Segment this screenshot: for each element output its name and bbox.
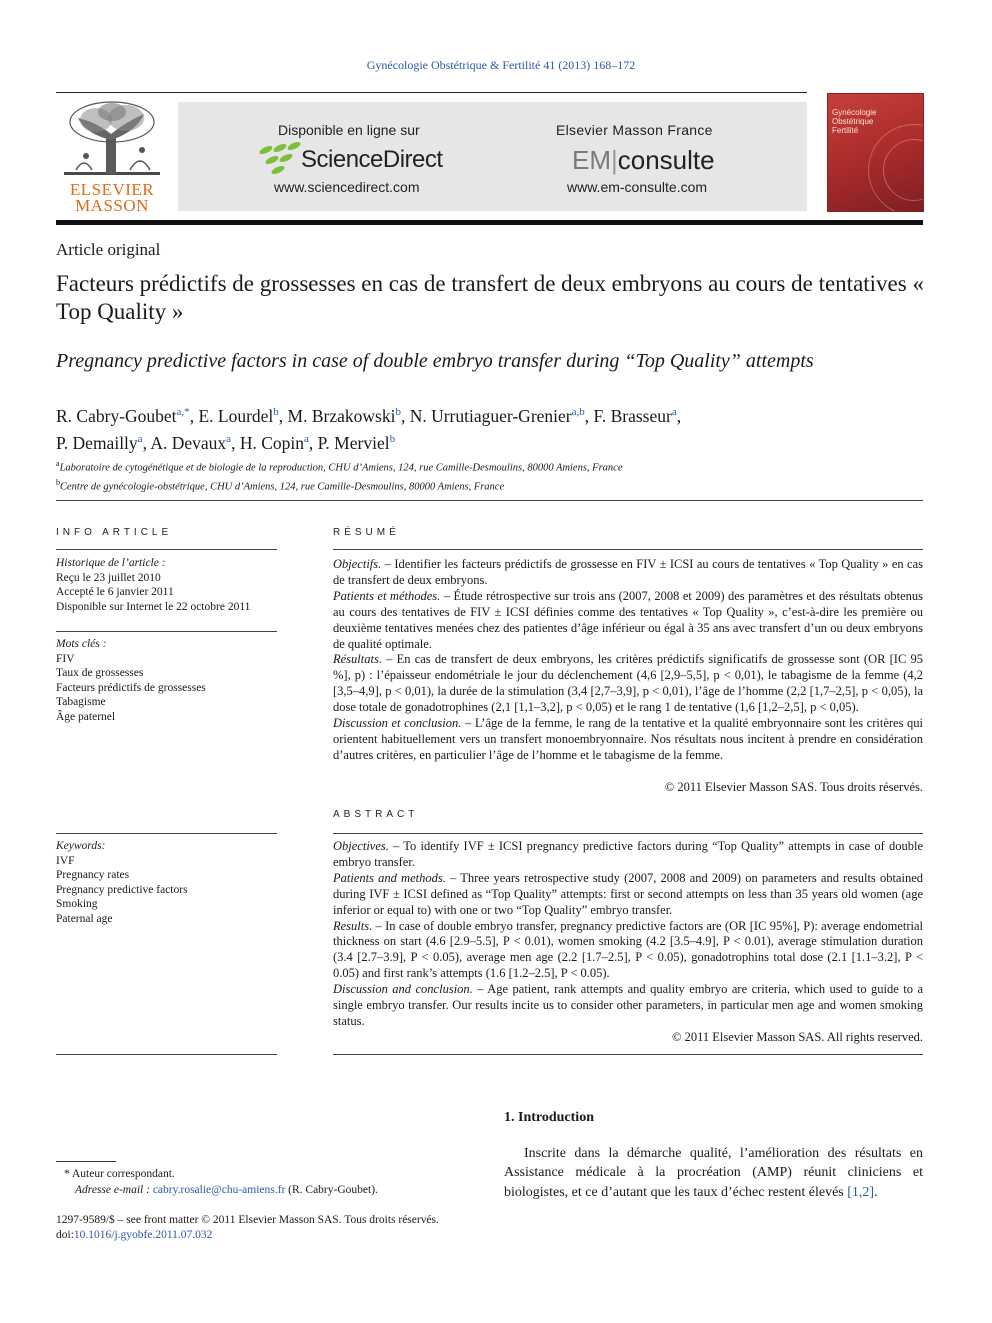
abstract-text: In case of double embryo transfer, pregnancy predictive factors are (OR [IC 95%], P): average endometrial thickness on start (4.6 [2.9–5.5], P < 0.01), women smoking (4.2 [3.5–4.9], P < 0.01), average stimulation duration (3.4 [2.7–3.9], P < 0.05), average men age (2.2 [1.7–2.5], P < 0.05), gonadotrophins total dose (2.1 [1.1–3.2], P < 0.05) and first rank’s attempts (1.6 [1.2–2.5], P < 0.05). — [333, 918, 924, 981]
resume-heading: RÉSUMÉ — [333, 527, 400, 538]
affiliation-mark: b — [56, 477, 60, 487]
author-affiliation-mark[interactable]: a — [137, 432, 143, 445]
author-affiliation-mark[interactable]: a,b — [571, 406, 585, 418]
article-title-fr: Facteurs prédictifs de grossesses en cas de transfert de deux embryons au cours de tentatives « Top Quality » — [56, 271, 924, 324]
keyword-en: Smoking — [56, 898, 98, 910]
info-end-rule — [56, 1054, 277, 1055]
resume-paragraph — [333, 589, 923, 653]
resume-paragraph — [333, 716, 923, 764]
resume-label: Objectifs. — [333, 557, 382, 571]
abstract-paragraph — [333, 871, 923, 919]
consulte-part: consulte — [617, 145, 715, 175]
doi-label: doi: — [56, 1229, 74, 1241]
footnote-star: * — [64, 1168, 70, 1180]
emconsulte-url[interactable]: www.em-consulte.com — [567, 179, 708, 195]
keyword-fr: FIV — [56, 652, 75, 665]
author-name: R. Cabry-Goubet — [56, 405, 177, 426]
keyword-fr: Tabagisme — [56, 696, 106, 708]
abstract-text: Three years retrospective study (2007, 2008 and 2009) on parameters and results obtained during IVF ± ICSI defined as “Top Quality” attempts: first or second attempts on less than 35 years old women (age inferior or equal to) with one or two “Top Quality” embryo transfer. — [333, 870, 923, 917]
sciencedirect-leaf-icon — [258, 140, 302, 174]
logo-word-elsevier: ELSEVIER — [69, 180, 155, 199]
resume-dash: – — [381, 557, 395, 571]
abstract-dash: – — [388, 839, 404, 853]
info-rule — [56, 549, 277, 550]
resume-text: L’âge de la femme, le rang de la tentative et la qualité embryonnaire sont les critères qui orientent habituellement vers un transfert monoembryonnaire. Nos résultats nous incitent à prendre en considération d’autres critères, en particulier l’âge de l’homme et le tabagisme de la femme. — [333, 716, 924, 762]
author-separator: , — [278, 405, 288, 426]
resume-label: Patients et méthodes. — [333, 588, 441, 603]
abstract-dash: – — [472, 982, 488, 997]
keywords-fr-list — [56, 652, 277, 725]
abstract-dash: – — [372, 918, 386, 933]
resume-dash: – — [381, 652, 397, 667]
cover-title: Gynécologie Obstétrique Fertilité — [832, 108, 877, 135]
author-name: P. Merviel — [317, 432, 390, 453]
tree-logo-icon — [56, 100, 168, 184]
keywords-en — [56, 839, 277, 926]
resume-label: Résultats. — [333, 652, 382, 667]
abstract-end-rule — [333, 1054, 923, 1055]
introduction-paragraph — [504, 1144, 923, 1202]
affiliation-line — [56, 457, 926, 476]
history-item: Disponible sur Internet le 22 octobre 2011 — [56, 600, 251, 613]
email-link[interactable]: cabry.rosalie@chu-amiens.fr — [152, 1183, 286, 1196]
resume-text: Étude rétrospective sur trois ans (2007, 2008 et 2009) des paramètres et des résultats obtenus au cours des tentatives de FIV ± ICSI définies comme des tentatives « Top Quality », c’est-à-dire les première ou deuxième tentatives menées chez des patientes d’âge inférieur ou égal à 35 ans avec transfert d’un ou deux embryons de qualité optimale. — [333, 588, 924, 651]
abstract-label: Objectives. — [333, 839, 389, 853]
abstract-body — [333, 839, 923, 1030]
abstract-paragraph — [333, 839, 923, 871]
author-separator: , — [308, 432, 318, 453]
keyword-en: Paternal age — [56, 912, 113, 925]
author-affiliation-mark[interactable]: a — [671, 406, 677, 418]
author-list — [56, 401, 926, 455]
author-name: P. Demailly — [56, 432, 138, 453]
email-owner: (R. Cabry-Goubet). — [288, 1183, 378, 1196]
author-affiliation-mark[interactable]: b — [395, 406, 401, 418]
abstract-label: Results. — [333, 918, 373, 933]
footnote-rule — [56, 1161, 116, 1162]
resume-label: Discussion et conclusion. — [333, 716, 462, 731]
introduction-end: . — [874, 1184, 878, 1200]
sciencedirect-url[interactable]: www.sciencedirect.com — [274, 179, 420, 195]
author-separator: , — [400, 405, 410, 426]
abstract-label: Discussion and conclusion. — [333, 982, 473, 997]
history-list — [56, 571, 277, 615]
author-separator: , — [676, 405, 682, 426]
keywords-en-label: Keywords: — [56, 840, 106, 852]
footnote — [56, 1167, 476, 1198]
article-history — [56, 556, 277, 614]
keyword-en: IVF — [56, 854, 75, 867]
doi-link[interactable]: 10.1016/j.gyobfe.2011.07.032 — [73, 1229, 213, 1241]
author-name: F. Brasseur — [593, 405, 672, 426]
affiliation-text: Laboratoire de cytogénétique et de biologie de la reproduction, CHU d’Amiens, 124, rue Camille-Desmoulins, 80000 Amiens, France — [59, 462, 623, 474]
author-affiliation-mark[interactable]: a — [226, 432, 232, 445]
abstract-text: To identify IVF ± ICSI pregnancy predictive factors during “Top Quality” attempts in case of double embryo transfer. — [333, 839, 923, 869]
citation-link[interactable]: [1,2] — [847, 1184, 875, 1200]
abstract-paragraph — [333, 919, 923, 983]
corresponding-author: Auteur correspondant. — [72, 1168, 175, 1180]
author-separator: , — [189, 405, 199, 426]
journal-reference[interactable]: Gynécologie Obstétrique & Fertilité 41 (2013) 168–172 — [366, 58, 636, 72]
keywords-fr-label: Mots clés : — [56, 638, 107, 650]
author-affiliation-mark[interactable]: b — [273, 406, 279, 418]
sciencedirect-caption: Disponible en ligne sur — [278, 122, 420, 138]
keywords-en-rule — [56, 833, 277, 834]
author-affiliation-mark[interactable]: b — [389, 432, 396, 445]
author-separator: , — [142, 432, 151, 453]
journal-cover-thumbnail[interactable] — [828, 94, 923, 211]
front-matter — [56, 1213, 496, 1243]
abstract-copyright: © 2011 Elsevier Masson SAS. All rights reserved. — [671, 1030, 923, 1044]
introduction-heading: 1. Introduction — [504, 1110, 594, 1125]
resume-body — [333, 557, 923, 764]
emconsulte-wordmark: EM|consulte — [572, 145, 715, 175]
resume-rule — [333, 549, 923, 550]
info-article-heading: INFO ARTICLE — [56, 527, 173, 538]
author-name: N. Urrutiaguer-Grenier — [409, 405, 572, 426]
keyword-fr: Âge paternel — [56, 710, 116, 723]
affiliation-mark: a — [56, 459, 60, 468]
author-affiliation-mark[interactable]: a,* — [176, 406, 190, 418]
abstract-dash: – — [445, 870, 461, 885]
header-rule — [56, 92, 807, 93]
history-label: Historique de l’article : — [56, 557, 166, 569]
abstract-text: Age patient, rank attempts and quality embryo are criteria, which used to guide to a single embryo transfer. Our results incite us to consider other parameters, in particular men age and women smoking status. — [333, 982, 923, 1028]
article-type: Article original — [56, 240, 161, 259]
keyword-en: Pregnancy rates — [56, 869, 130, 881]
abstract-rule — [333, 833, 923, 834]
resume-paragraph — [333, 557, 923, 589]
resume-dash: – — [440, 588, 454, 603]
resume-text: Identifier les facteurs prédictifs de grossesse en FIV ± ICSI au cours de tentatives « Top Quality » en cas de transfert de deux embryons. — [333, 557, 924, 587]
online-availability-banner — [178, 102, 807, 211]
email-label: Adresse e-mail : — [75, 1183, 150, 1196]
em-part: EM — [572, 145, 611, 175]
resume-text: En cas de transfert de deux embryons, les critères prédictifs significatifs de grossesse sont (OR [IC 95 %], p) : l’épaisseur endométriale le jour du déclenchement (4,6 [2,9–5,5], p < 0,01), le tabagisme de la femme (4,2 [3,5–4,9], p < 0,01), la durée de la stimulation (3,4 [2,7–3,9], p < 0,01), l’âge de l’homme (2,2 [1,7–2,5], p < 0,05), la dose totale de gonadotrophines (2,1 [1,1–3,2], p < 0,05) et le rang 1 de tentative (1,6 [1,2–2,5], p < 0,05). — [333, 652, 923, 715]
article-title-en: Pregnancy predictive factors in case of double embryo transfer during “Top Quality” attempts — [56, 350, 814, 372]
keywords-en-list — [56, 854, 277, 927]
resume-paragraph — [333, 652, 923, 716]
author-name: H. Copin — [239, 432, 304, 453]
resume-copyright: © 2011 Elsevier Masson SAS. Tous droits réservés. — [664, 780, 923, 794]
logo-word-masson: MASSON — [75, 196, 149, 215]
resume-dash: – — [461, 716, 475, 731]
keywords-fr-rule — [56, 631, 277, 632]
abstract-paragraph — [333, 982, 923, 1030]
history-item: Reçu le 23 juillet 2010 — [56, 571, 161, 584]
keywords-fr — [56, 637, 277, 724]
sciencedirect-wordmark: ScienceDirect — [301, 146, 443, 173]
keyword-fr: Taux de grossesses — [56, 667, 144, 679]
author-name: A. Devaux — [150, 432, 227, 453]
author-name: M. Brzakowski — [287, 405, 396, 426]
affiliations — [56, 457, 926, 494]
emconsulte-caption: Elsevier Masson France — [556, 122, 713, 138]
keyword-en: Pregnancy predictive factors — [56, 883, 188, 896]
abstract-label: Patients and methods. — [333, 870, 446, 885]
history-item: Accepté le 6 janvier 2011 — [56, 586, 174, 598]
elsevier-logo — [56, 100, 168, 215]
header-thick-rule — [56, 220, 923, 225]
author-separator: , — [231, 432, 240, 453]
affiliation-rule — [56, 500, 923, 501]
affiliation-text: Centre de gynécologie-obstétrique, CHU d’Amiens, 124, rue Camille-Desmoulins, 80000 Amiens, France — [60, 481, 505, 492]
issn-line: 1297-9589/$ – see front matter © 2011 Elsevier Masson SAS. Tous droits réservés. — [56, 1214, 439, 1226]
author-separator: , — [584, 405, 594, 426]
keyword-fr: Facteurs prédictifs de grossesses — [56, 681, 206, 694]
author-name: E. Lourdel — [198, 405, 274, 426]
abstract-heading: ABSTRACT — [333, 809, 419, 820]
affiliation-line — [56, 476, 926, 495]
introduction-text: Inscrite dans la démarche qualité, l’amélioration des résultats en Assistance médicale à la procréation (AMP) réunit cliniciens et biologistes, et ce d’autant que les taux d’échec restent élevés — [504, 1146, 923, 1200]
author-affiliation-mark[interactable]: a — [304, 432, 309, 445]
